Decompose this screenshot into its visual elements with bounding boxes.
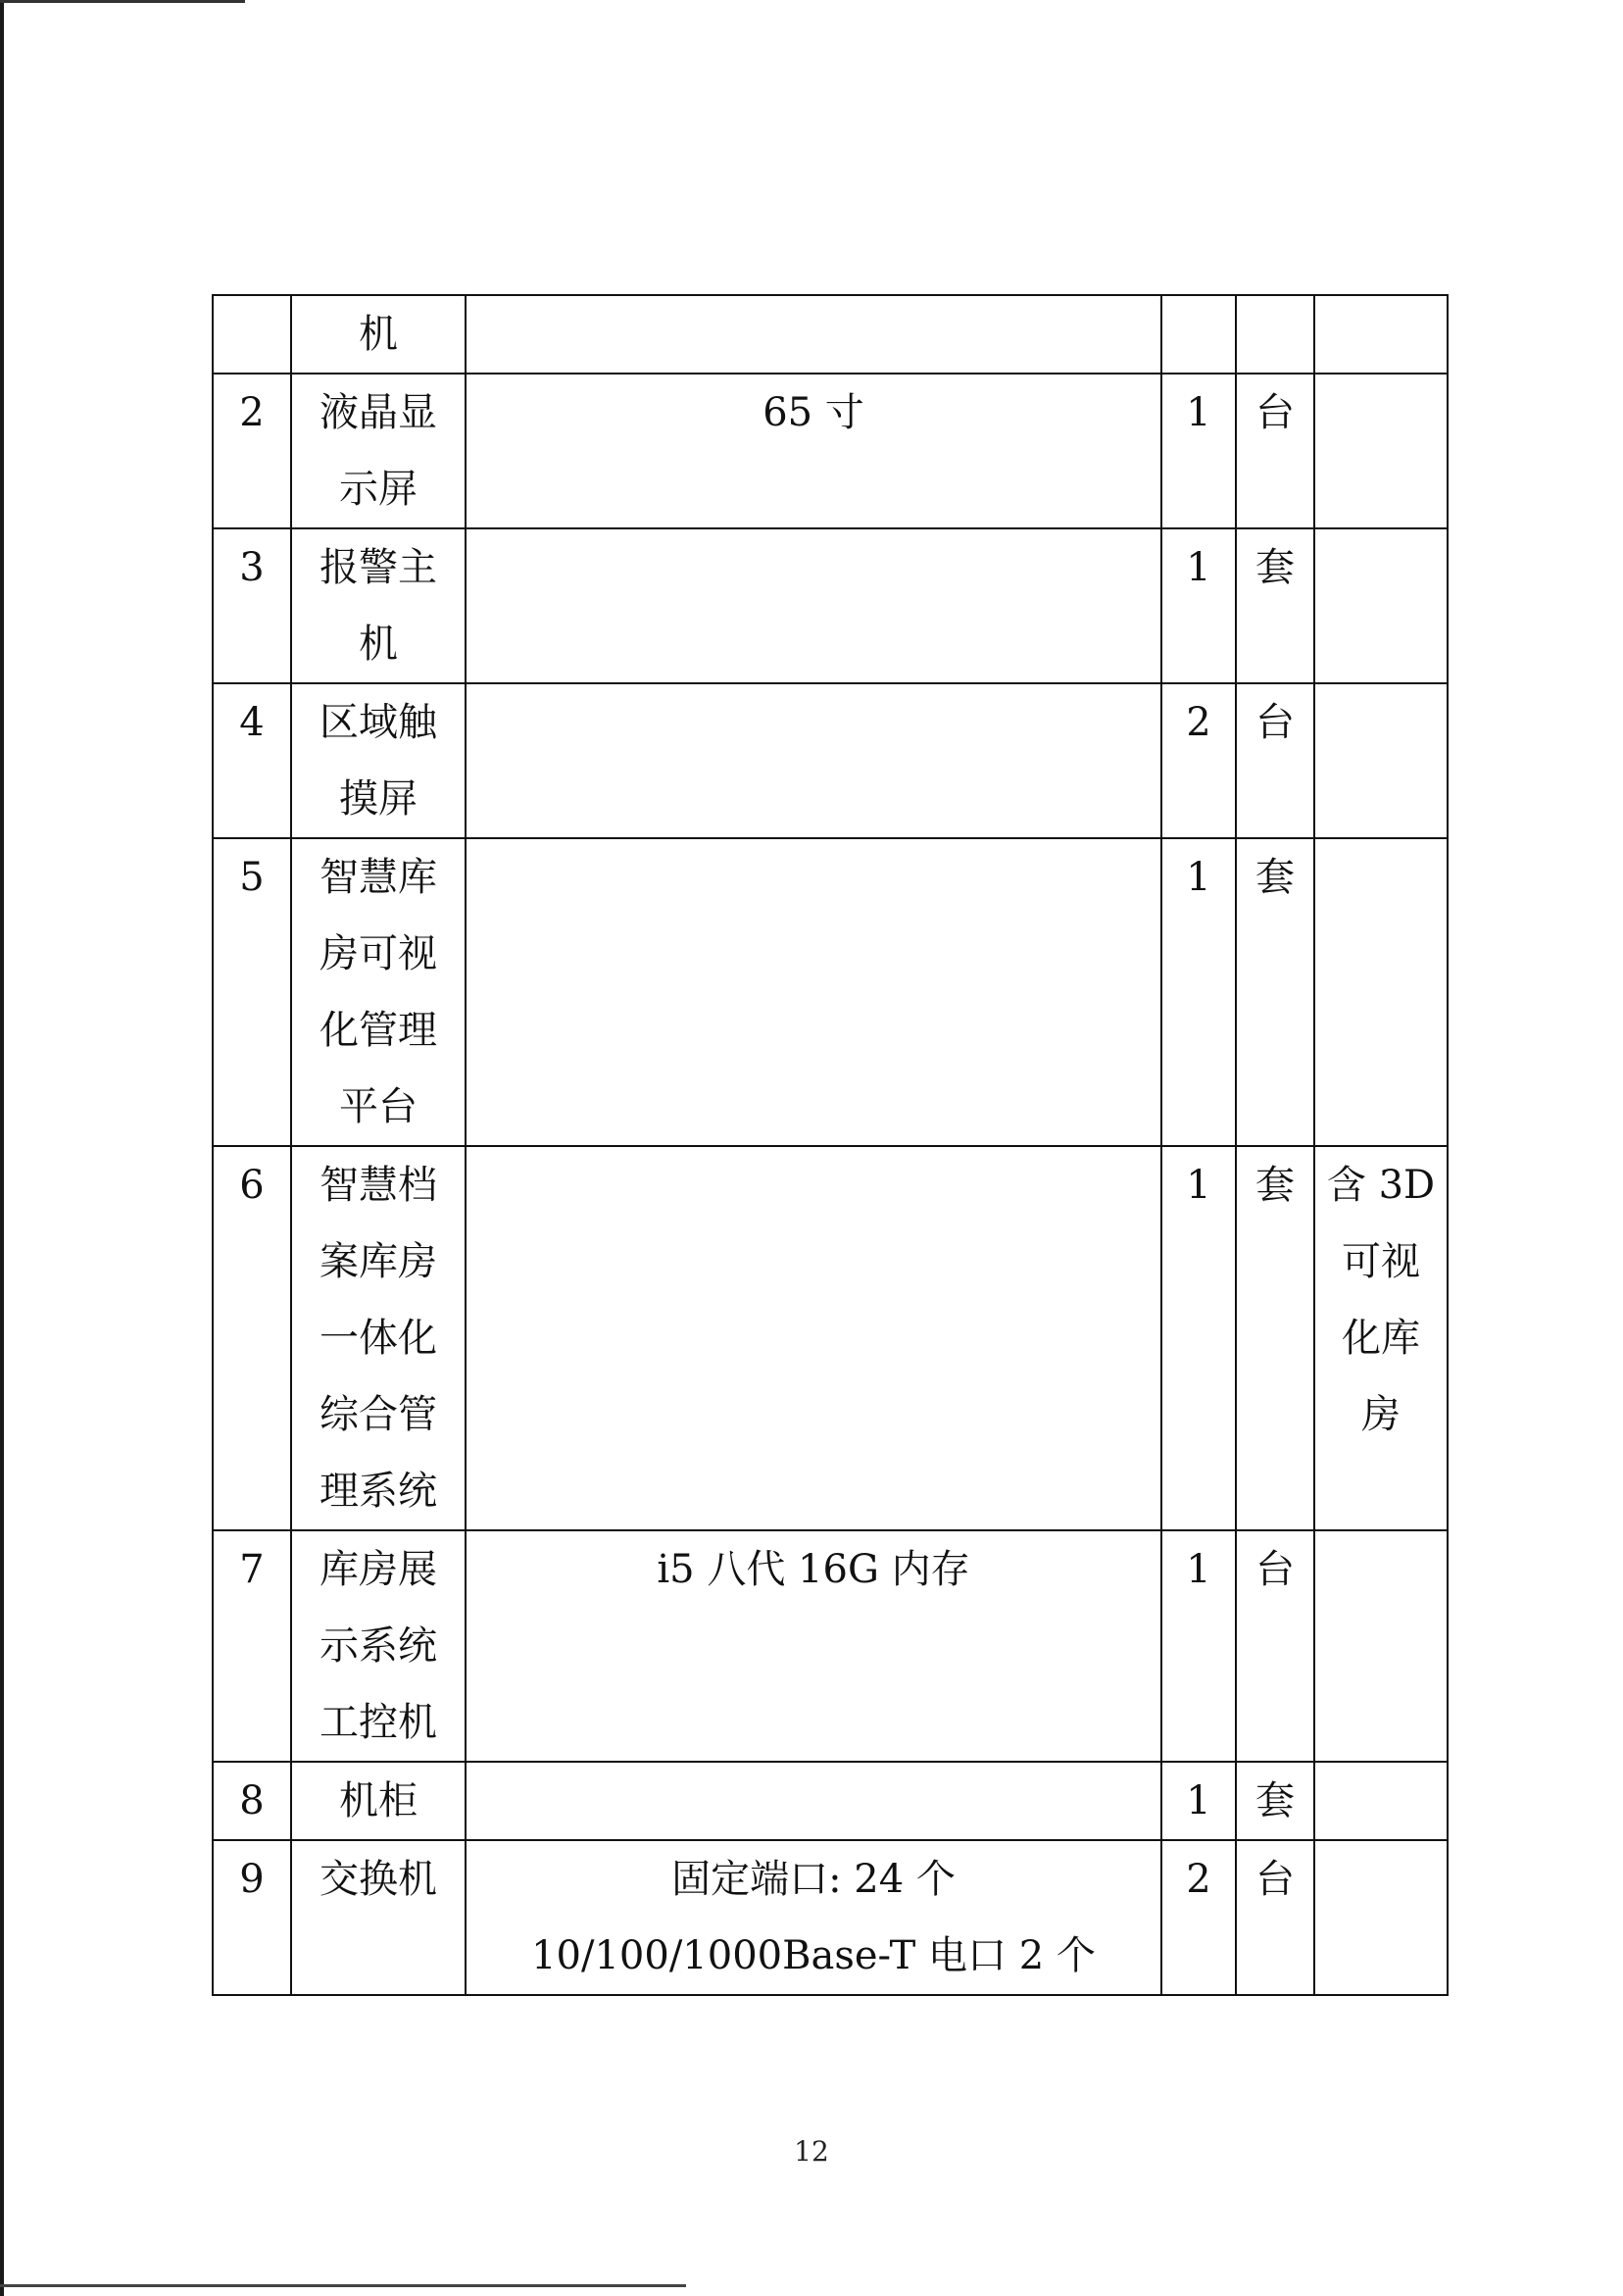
cell-name	[291, 838, 466, 1146]
cell-note	[1314, 1840, 1448, 1995]
cell-note	[1314, 295, 1448, 374]
name-line: 综合管	[320, 1392, 437, 1437]
name-line: 房可视	[320, 931, 437, 976]
cell-spec	[466, 295, 1161, 374]
cell-spec	[466, 374, 1161, 528]
cell-name	[291, 295, 466, 374]
cell-spec	[466, 528, 1161, 683]
table-row	[213, 1146, 1448, 1530]
table-row	[213, 683, 1448, 838]
cell-qty: 2	[1161, 683, 1236, 838]
scan-edge-top	[0, 0, 245, 3]
cell-unit: 台	[1236, 1840, 1314, 1995]
cell-spec	[466, 838, 1161, 1146]
cell-unit: 套	[1236, 528, 1314, 683]
spec-line: 10/100/1000Base-T 电口 2 个	[531, 1933, 1096, 1978]
cell-name	[291, 683, 466, 838]
note-line: 化库	[1342, 1316, 1420, 1361]
name-line: 机柜	[339, 1778, 418, 1823]
cell-no: 7	[213, 1530, 291, 1762]
cell-unit: 台	[1236, 683, 1314, 838]
cell-spec	[466, 1530, 1161, 1762]
name-line: 示屏	[339, 467, 418, 512]
table-row	[213, 528, 1448, 683]
name-line: 摸屏	[339, 776, 418, 822]
cell-note	[1314, 1762, 1448, 1840]
note-line: 可视	[1342, 1239, 1420, 1284]
spec-line: 固定端口: 24 个	[671, 1857, 956, 1902]
cell-qty: 1	[1161, 1762, 1236, 1840]
page-number: 12	[794, 2135, 829, 2168]
cell-no: 2	[213, 374, 291, 528]
name-line: 理系统	[320, 1469, 437, 1514]
equipment-table	[212, 294, 1449, 1996]
cell-qty: 1	[1161, 1146, 1236, 1530]
cell-spec	[466, 1840, 1161, 1995]
cell-spec	[466, 1146, 1161, 1530]
cell-note	[1314, 1530, 1448, 1762]
name-line: 机	[359, 312, 398, 357]
name-line: 报警主	[320, 545, 437, 590]
cell-name	[291, 1146, 466, 1530]
spec-line: i5 八代 16G 内存	[657, 1547, 970, 1592]
cell-spec	[466, 683, 1161, 838]
note-line: 房	[1361, 1392, 1401, 1437]
cell-spec	[466, 1762, 1161, 1840]
cell-no: 8	[213, 1762, 291, 1840]
scan-edge-left	[0, 0, 4, 2296]
table-row	[213, 1840, 1448, 1995]
cell-note	[1314, 528, 1448, 683]
table-row	[213, 1530, 1448, 1762]
cell-name	[291, 1762, 466, 1840]
name-line: 机	[359, 622, 398, 667]
name-line: 一体化	[320, 1316, 437, 1361]
cell-name	[291, 1530, 466, 1762]
cell-unit: 套	[1236, 838, 1314, 1146]
cell-note	[1314, 1146, 1448, 1530]
cell-qty: 1	[1161, 838, 1236, 1146]
name-line: 平台	[339, 1084, 418, 1129]
scan-edge-bottom	[0, 2284, 686, 2287]
cell-note	[1314, 683, 1448, 838]
name-line: 智慧库	[320, 855, 437, 900]
cell-note	[1314, 374, 1448, 528]
cell-unit	[1236, 295, 1314, 374]
cell-qty: 2	[1161, 1840, 1236, 1995]
cell-no	[213, 295, 291, 374]
cell-name	[291, 1840, 466, 1995]
table-row	[213, 838, 1448, 1146]
name-line: 化管理	[320, 1008, 437, 1053]
cell-note	[1314, 838, 1448, 1146]
table-row	[213, 374, 1448, 528]
table-row	[213, 295, 1448, 374]
cell-unit: 台	[1236, 374, 1314, 528]
name-line: 液晶显	[320, 390, 437, 435]
cell-unit: 套	[1236, 1762, 1314, 1840]
name-line: 库房展	[320, 1547, 437, 1592]
cell-qty	[1161, 295, 1236, 374]
cell-qty: 1	[1161, 1530, 1236, 1762]
cell-no: 5	[213, 838, 291, 1146]
name-line: 工控机	[320, 1700, 437, 1745]
cell-qty: 1	[1161, 528, 1236, 683]
cell-no: 4	[213, 683, 291, 838]
cell-name	[291, 374, 466, 528]
cell-no: 6	[213, 1146, 291, 1530]
spec-line: 65 寸	[762, 390, 864, 435]
name-line: 交换机	[320, 1857, 437, 1902]
name-line: 智慧档	[320, 1163, 437, 1208]
name-line: 区域触	[320, 700, 437, 745]
cell-no: 9	[213, 1840, 291, 1995]
cell-name	[291, 528, 466, 683]
cell-unit: 套	[1236, 1146, 1314, 1530]
name-line: 案库房	[320, 1239, 437, 1284]
name-line: 示系统	[320, 1623, 437, 1669]
cell-qty: 1	[1161, 374, 1236, 528]
cell-unit: 台	[1236, 1530, 1314, 1762]
note-line: 含 3D	[1326, 1163, 1436, 1208]
table-row	[213, 1762, 1448, 1840]
cell-no: 3	[213, 528, 291, 683]
